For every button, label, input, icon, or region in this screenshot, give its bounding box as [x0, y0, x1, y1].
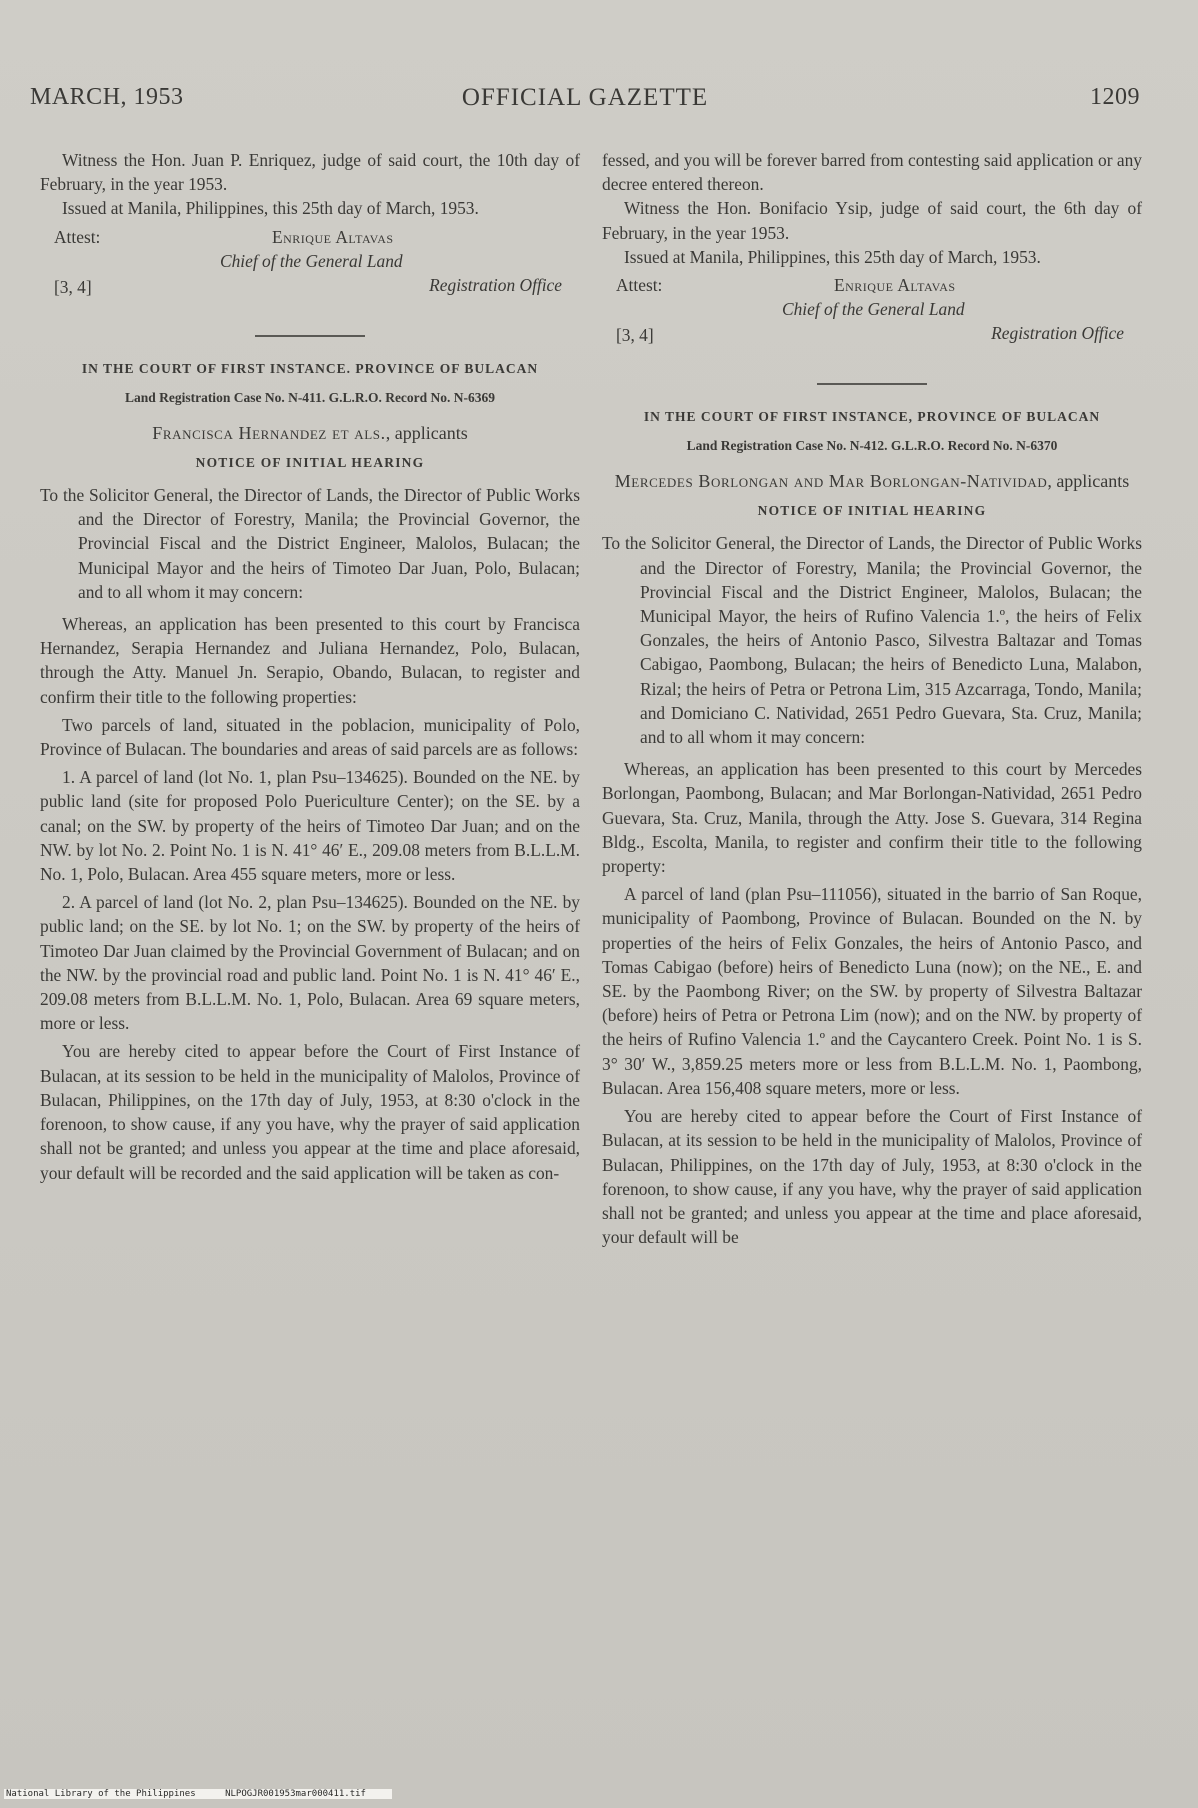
right-column [602, 148, 1142, 1253]
notice-heading: NOTICE OF INITIAL HEARING [757, 503, 987, 519]
witness-paragraph: Witness the Hon. Bonifacio Ysip, judge of said court, the 6th day of February, in the year 1953. [602, 198, 1142, 243]
attest-title-line2: Registration Office [991, 323, 1124, 344]
page-header [30, 84, 1140, 124]
header-page-number: 1209 [1090, 84, 1140, 110]
footer-filename: NLPOGJR001953mar000411.tif [225, 1789, 366, 1799]
case-line: Land Registration Case No. N-412. G.L.R.O. Record No. N-6370 [686, 438, 1058, 454]
attest-name: Enrique Altavas [834, 275, 956, 296]
attest-name: Enrique Altavas [272, 226, 394, 247]
issued-paragraph: Issued at Manila, Philippines, this 25th day of March, 1953. [624, 246, 1041, 267]
applicants-names: Francisca Hernandez et als. [152, 422, 386, 443]
court-heading: IN THE COURT OF FIRST INSTANCE, PROVINCE OF BULACAN [643, 409, 1101, 425]
reference-number: [3, 4] [54, 276, 92, 297]
attest-block [40, 225, 580, 325]
section-divider [255, 335, 365, 337]
whereas-paragraph: Whereas, an application has been presented to this court by Francisca Hernandez, Serapia Hernandez and Juliana Hernandez, Polo, Bulacan, through the Atty. Manuel Jn. Serapio, Obando, Bulacan, to register and confirm their title to the following properties: [40, 614, 580, 707]
attest-block [602, 273, 1142, 373]
footer-library: National Library of the Philippines [6, 1789, 196, 1799]
applicants-suffix: , applicants [385, 422, 468, 443]
applicants-names: Mercedes Borlongan and Mar Borlongan-Natividad [614, 471, 1048, 492]
reference-number: [3, 4] [616, 325, 654, 346]
section-divider [817, 383, 927, 385]
parcel-paragraph: A parcel of land (plan Psu–111056), situated in the barrio of San Roque, municipality of Paombong, Province of Bulacan. Bounded on the N. by properties of the heirs of Felix Gonzales, the heirs of Antonio Pasco, and Tomas Cabigao (before) heirs of Benedicto Luna (now); on the NE., E. and SE. by the Paombong River; on the SW. by property of Silvestra Baltazar (before) heirs of Petra or Petrona Lim (now); and on the NW. by property of the heirs of Rufino Valencia 1.º and the Caycantero Creek. Point No. 1 is S. 3° 30′ W., 3,859.25 meters more or less from B.L.L.M. No. 1, Paombong, Bulacan. Area 156,408 square meters, more or less. [602, 884, 1142, 1098]
applicants-line [602, 469, 1142, 493]
whereas-paragraph: Whereas, an application has been presented to this court by Mercedes Borlongan, Paombong, Bulacan; and Mar Borlongan-Natividad, 2651 Pedro Guevara, Sta. Cruz, Manila, through the Atty. Jose S. Guevara, 314 Regina Bldg., Escolta, Manila, to register and confirm their title to the following property: [602, 759, 1142, 877]
address-paragraph: To the Solicitor General, the Director of Lands, the Director of Public Works and the Director of Forestry, Manila; the Provincial Governor, the Provincial Fiscal and the District Engineer, Malolos, Bulacan; the Municipal Mayor and the heirs of Timoteo Dar Juan, Polo, Bulacan; and to all whom it may concern: [40, 485, 580, 602]
attest-label: Attest: [616, 275, 663, 296]
cited-paragraph: You are hereby cited to appear before the Court of First Instance of Bulacan, at its session to be held in the municipality of Malolos, Province of Bulacan, Philippines, on the 17th day of July, 1953, at 8:30 o'clock in the forenoon, to show cause, if any you have, why the prayer of said application shall not be granted; and unless you appear at the time and place aforesaid, your default will be [602, 1106, 1142, 1248]
attest-title-line1: Chief of the General Land [782, 299, 965, 320]
issued-paragraph: Issued at Manila, Philippines, this 25th day of March, 1953. [62, 198, 479, 219]
notice-heading: NOTICE OF INITIAL HEARING [195, 454, 425, 470]
address-paragraph: To the Solicitor General, the Director of Lands, the Director of Public Works and the Director of Forestry, Manila; the Provincial Governor, the Provincial Fiscal and the District Engineer, Malolos, Bulacan; the Municipal Mayor, the heirs of Rufino Valencia 1.º, the heirs of Felix Gonzales, the heirs of Antonio Pasco, Silvestra Baltazar and Tomas Cabigao, Paombong, Bulacan; the heirs of Benedicto Luna, Malabon, Rizal; the heirs of Petra or Petrona Lim, 315 Azcarraga, Tondo, Manila; and Domiciano C. Natividad, 2651 Pedro Guevara, Sta. Cruz, Manila; and to all whom it may concern: [602, 533, 1142, 748]
attest-title-line2: Registration Office [429, 274, 562, 295]
left-column [40, 148, 580, 1189]
attest-title-line1: Chief of the General Land [220, 250, 403, 271]
attest-label: Attest: [54, 226, 101, 247]
scan-footer [4, 1789, 392, 1799]
court-heading: IN THE COURT OF FIRST INSTANCE. PROVINCE OF BULACAN [81, 360, 539, 376]
parcel-2-paragraph: 2. A parcel of land (lot No. 2, plan Psu–134625). Bounded on the NE. by public land; on the SE. by lot No. 1; on the SW. by property of the heirs of Timoteo Dar Juan claimed by the Provincial Government of Bulacan; and on the NW. by the provincial road and public land. Point No. 1 is N. 41° 46′ E., 209.08 meters from B.L.L.M. No. 1, Polo, Bulacan. Area 69 square meters, more or less. [40, 892, 580, 1034]
applicants-line [40, 421, 580, 445]
header-title: OFFICIAL GAZETTE [461, 84, 709, 111]
parcels-intro-paragraph: Two parcels of land, situated in the poblacion, municipality of Polo, Province of Bulacan. The boundaries and areas of said parcels are as follows: [40, 714, 580, 760]
case-line: Land Registration Case No. N-411. G.L.R.O. Record No. N-6369 [124, 389, 496, 405]
parcel-1-paragraph: 1. A parcel of land (lot No. 1, plan Psu–134625). Bounded on the NE. by public land (site for proposed Polo Puericulture Center); on the SE. by a canal; on the SW. by property of the heirs of Timoteo Dar Juan; and on the NW. by lot No. 2. Point No. 1 is N. 41° 46′ E., 209.08 meters from B.L.L.M. No. 1, Polo, Bulacan. Area 455 square meters, more or less. [40, 767, 580, 885]
cited-paragraph: You are hereby cited to appear before the Court of First Instance of Bulacan, at its session to be held in the municipality of Malolos, Province of Bulacan, Philippines, on the 17th day of July, 1953, at 8:30 o'clock in the forenoon, to show cause, if any you have, why the prayer of said application shall not be granted; and unless you appear at the time and place aforesaid, your default will be recorded and the said application will be taken as con- [40, 1041, 580, 1183]
continued-paragraph: fessed, and you will be forever barred from contesting said application or any decree entered thereon. [602, 150, 1142, 195]
header-date: MARCH, 1953 [30, 84, 184, 110]
witness-paragraph: Witness the Hon. Juan P. Enriquez, judge of said court, the 10th day of February, in the year 1953. [40, 150, 580, 195]
applicants-suffix: , applicants [1047, 471, 1130, 492]
